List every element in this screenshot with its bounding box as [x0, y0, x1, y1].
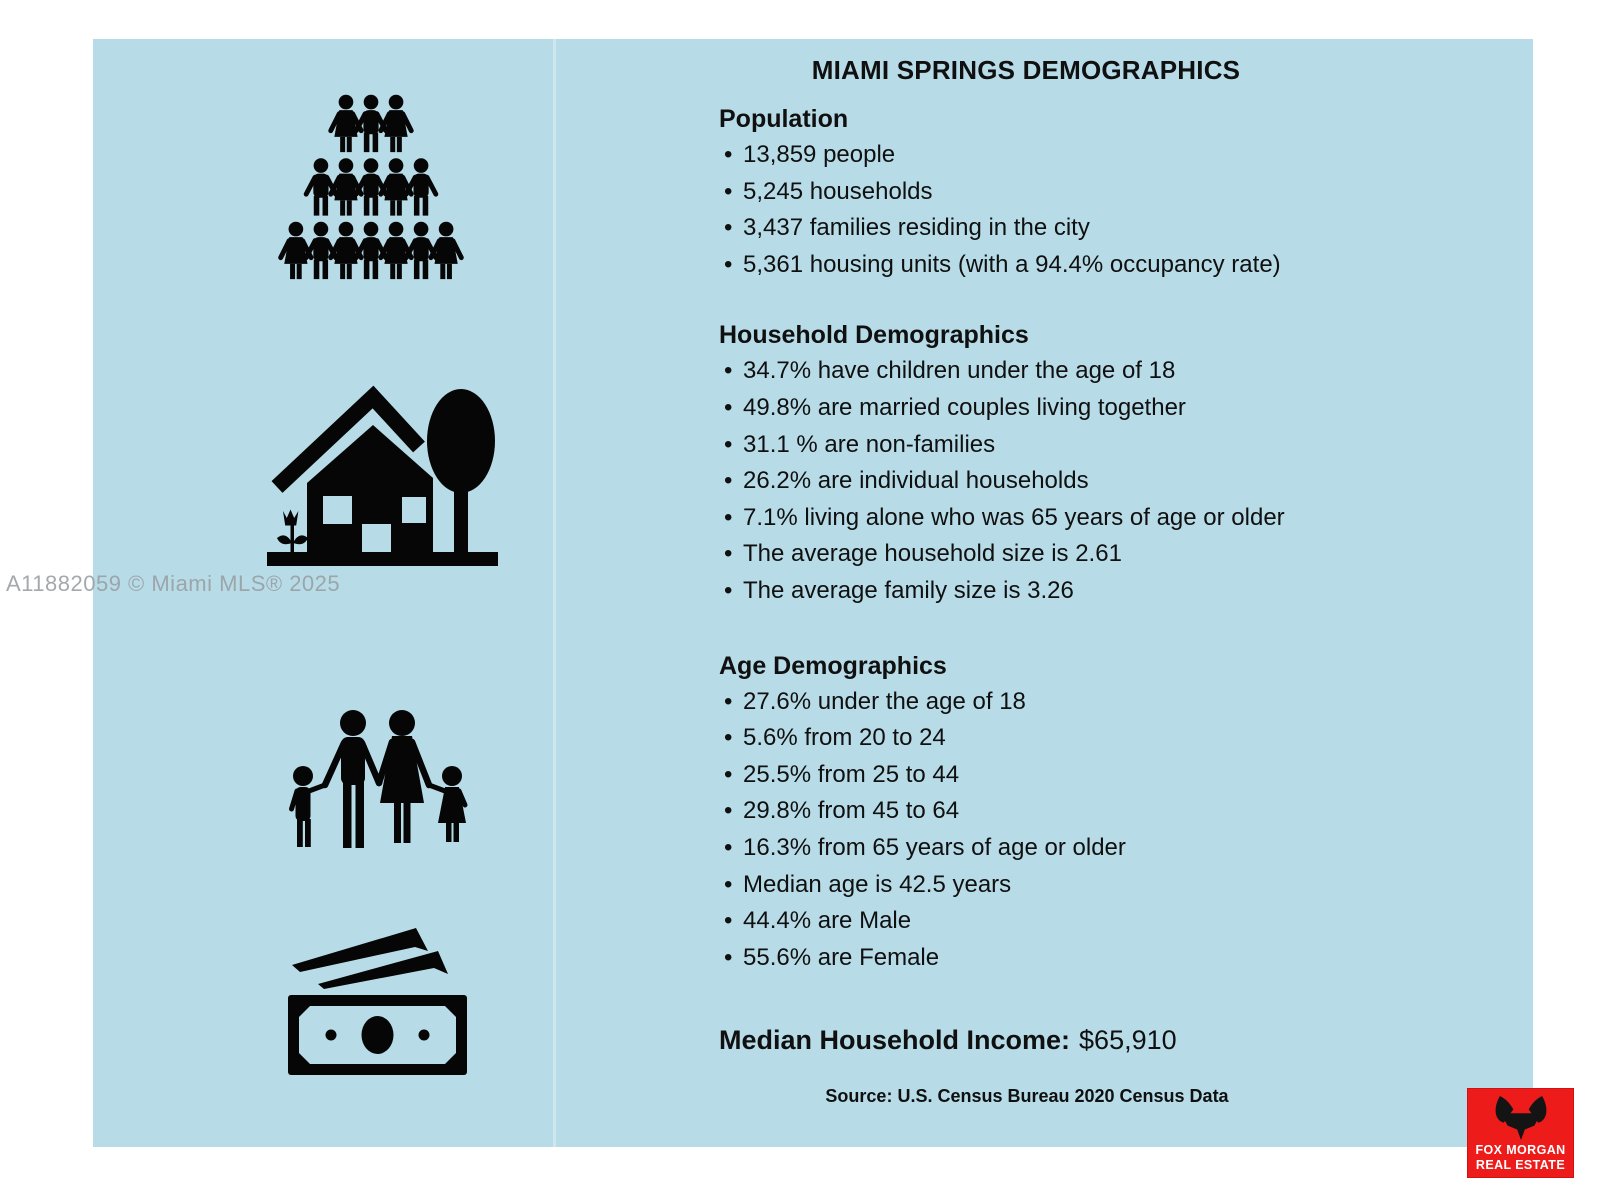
population-crowd-icon [278, 84, 464, 290]
bullet-text: 5.6% from 20 to 24 [743, 724, 946, 752]
list-item [719, 210, 1533, 247]
bullet-text: 13,859 people [743, 141, 896, 168]
age-list [719, 684, 1533, 977]
section-heading-household: Household Demographics [719, 321, 1029, 350]
median-income-line [719, 1021, 1533, 1059]
bullet-text: 27.6% under the age of 18 [743, 687, 1026, 715]
list-item [719, 174, 1533, 211]
bullet-text: 7.1% living alone who was 65 years of age or older [743, 503, 1285, 531]
bullet-marker: • [724, 687, 733, 715]
bullet-marker: • [724, 907, 733, 935]
list-item [719, 940, 1533, 977]
bullet-marker: • [724, 724, 733, 752]
bullet-text: 34.7% have children under the age of 18 [743, 357, 1176, 385]
bullet-text: Median age is 42.5 years [743, 870, 1012, 898]
house-icon [265, 375, 500, 570]
bullet-text: 55.6% are Female [743, 943, 940, 971]
fox-icon [1490, 1095, 1552, 1141]
list-item [719, 903, 1533, 940]
list-item [719, 757, 1533, 794]
family-icon [265, 685, 475, 853]
logo-line-1: FOX MORGAN [1475, 1143, 1566, 1157]
bullet-text: The average household size is 2.61 [743, 540, 1122, 568]
household-list [719, 353, 1533, 609]
page-title: MIAMI SPRINGS DEMOGRAPHICS [811, 55, 1241, 85]
bullet-text: 5,245 households [743, 177, 933, 205]
list-item [719, 390, 1533, 427]
bullet-text: 16.3% from 65 years of age or older [743, 833, 1126, 861]
bullet-marker: • [724, 797, 733, 825]
bullet-marker: • [724, 833, 733, 861]
bullet-text: 31.1 % are non-families [743, 430, 996, 458]
bullet-marker: • [724, 467, 733, 495]
list-item [719, 427, 1533, 464]
fox-morgan-logo [1467, 1088, 1574, 1178]
bullet-text: 29.8% from 45 to 64 [743, 797, 960, 825]
money-icon [278, 918, 468, 1078]
bullet-text: 49.8% are married couples living together [743, 393, 1186, 421]
bullet-marker: • [724, 870, 733, 898]
list-item [719, 536, 1533, 573]
list-item [719, 684, 1533, 721]
income-value: $65,910 [1079, 1025, 1177, 1056]
bullet-marker: • [724, 576, 733, 604]
bullet-marker: • [724, 141, 733, 168]
list-item [719, 793, 1533, 830]
bullet-text: 44.4% are Male [743, 907, 912, 935]
bullet-marker: • [724, 357, 733, 385]
bullet-text: 26.2% are individual households [743, 467, 1089, 495]
income-label: Median Household Income: [719, 1025, 1071, 1056]
source-attribution: Source: U.S. Census Bureau 2020 Census Data [825, 1086, 1229, 1107]
bullet-text: 3,437 families residing in the city [743, 214, 1090, 242]
list-item [719, 247, 1533, 284]
bullet-marker: • [724, 250, 733, 278]
bullet-marker: • [724, 393, 733, 421]
bullet-marker: • [724, 177, 733, 205]
bullet-text: 5,361 housing units (with a 94.4% occupancy rate) [743, 250, 1281, 278]
logo-line-2: REAL ESTATE [1475, 1157, 1566, 1172]
bullet-marker: • [724, 540, 733, 568]
bullet-marker: • [724, 214, 733, 242]
list-item [719, 573, 1533, 610]
section-heading-age: Age Demographics [719, 651, 947, 680]
demographics-content [555, 39, 1533, 1147]
bullet-text: 25.5% from 25 to 44 [743, 760, 960, 788]
mls-watermark: A11882059 © Miami MLS® 2025 [6, 571, 341, 596]
bullet-marker: • [724, 760, 733, 788]
list-item [719, 500, 1533, 537]
list-item [719, 137, 1533, 174]
list-item [719, 830, 1533, 867]
list-item [719, 720, 1533, 757]
section-heading-population: Population [719, 105, 849, 133]
bullet-text: The average family size is 3.26 [743, 576, 1074, 604]
bullet-marker: • [724, 943, 733, 971]
bullet-marker: • [724, 503, 733, 531]
list-item [719, 353, 1533, 390]
bullet-marker: • [724, 430, 733, 458]
population-list [719, 137, 1533, 283]
list-item [719, 463, 1533, 500]
list-item [719, 867, 1533, 904]
